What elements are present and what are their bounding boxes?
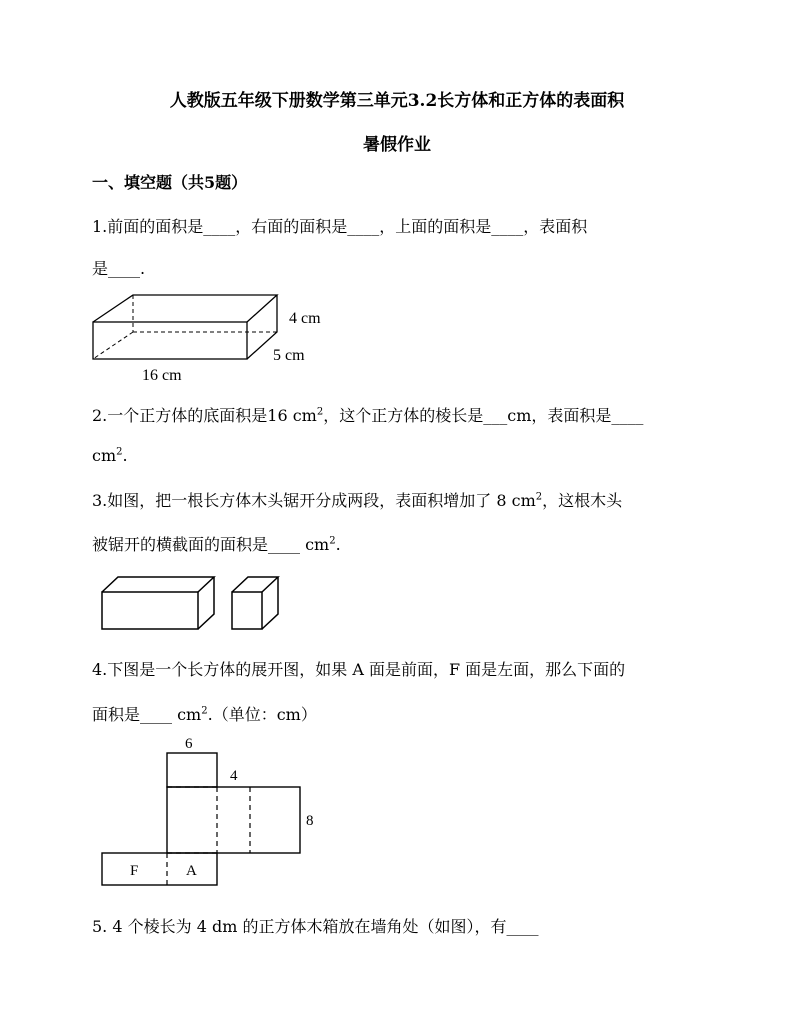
net-middle-label: 4 bbox=[230, 768, 238, 784]
question-4-figure bbox=[100, 732, 330, 892]
question-2-line-1: 2.一个正方体的底面积是16 $cm^2$，这个正方体的棱长是___cm，表面积是____ bbox=[92, 406, 644, 425]
face-a-label: A bbox=[186, 863, 197, 879]
box-top-face bbox=[93, 295, 277, 322]
question-3-line-1: 3.如图，把一根长方体木头锯开分成两段，表面积增加了 8 $cm^2$，这根木头 bbox=[92, 491, 623, 510]
question-5-line-1: 5. 4 个棱长为 4 dm 的正方体木箱放在墙角处（如图），有____ bbox=[92, 917, 539, 936]
question-4-line-1: 4.下图是一个长方体的展开图，如果 A 面是前面，F 面是左面，那么下面的 bbox=[92, 660, 626, 679]
net-top-face bbox=[167, 753, 217, 787]
wood-short-piece bbox=[232, 577, 278, 629]
box-length-label: 16 cm bbox=[142, 367, 182, 384]
page-subtitle: 暑假作业 bbox=[363, 135, 431, 155]
section-heading: 一、填空题（共5题） bbox=[92, 173, 248, 192]
box-height-label: 4 cm bbox=[289, 310, 321, 327]
net-bottom-strip bbox=[102, 853, 217, 885]
question-4-line-2: 面积是____ $cm^2$.（单位：cm） bbox=[92, 705, 317, 724]
net-fold-lines bbox=[167, 787, 250, 885]
question-3-figure bbox=[100, 574, 290, 632]
box-front-face bbox=[93, 322, 247, 359]
net-middle-strip bbox=[167, 787, 300, 853]
box-depth-label: 5 cm bbox=[273, 347, 305, 364]
box-hidden-edges bbox=[93, 295, 277, 359]
question-2-line-2: $cm^2$. bbox=[92, 446, 128, 465]
question-1-line-2: 是____. bbox=[92, 259, 146, 278]
question-1-line-1: 1.前面的面积是____，右面的面积是____，上面的面积是____，表面积 bbox=[92, 217, 588, 236]
question-1-figure bbox=[90, 292, 350, 384]
net-right-label: 8 bbox=[306, 813, 314, 829]
face-f-label: F bbox=[130, 863, 139, 879]
net-top-label: 6 bbox=[185, 736, 193, 752]
question-3-line-2: 被锯开的横截面的面积是____ $cm^2$. bbox=[92, 535, 341, 554]
wood-long-piece bbox=[102, 577, 214, 629]
page-title: 人教版五年级下册数学第三单元3.2长方体和正方体的表面积 bbox=[169, 91, 625, 111]
